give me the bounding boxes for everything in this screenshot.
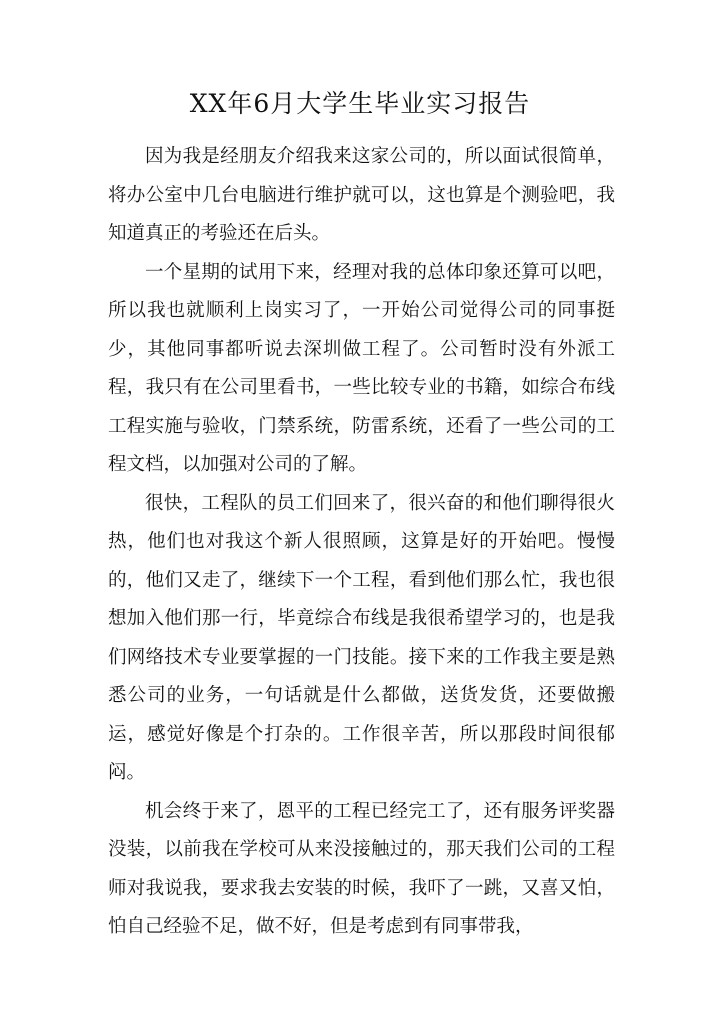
paragraph-2: 一个星期的试用下来，经理对我的总体印象还算可以吧，所以我也就顺利上岗实习了，一开始公司觉得公司的同事挺少，其他同事都听说去深圳做工程了。公司暂时没有外派工程，我只有在公司里看书，一些比较专业的书籍，如综合布线工程实施与验收，门禁系统，防雷系统，还看了一些公司的工程文档，以加强对公司的了解。 — [108, 261, 615, 475]
document-title: XX年6月大学生毕业实习报告 — [189, 89, 531, 118]
document-body — [108, 138, 615, 947]
paragraph-1: 因为我是经朋友介绍我来这家公司的，所以面试很简单，将办公室中几台电脑进行维护就可以，这也算是个测验吧，我知道真正的考验还在后头。 — [108, 146, 615, 244]
paragraph-4: 机会终于来了，恩平的工程已经完工了，还有服务评奖器没装，以前我在学校可从来没接触过的，那天我们公司的工程师对我说我，要求我去安装的时候，我吓了一跳，又喜又怕，怕自己经验不足，做不好，但是考虑到有同事带我， — [108, 800, 615, 937]
paragraph-3: 很快，工程队的员工们回来了，很兴奋的和他们聊得很火热，他们也对我这个新人很照顾，这算是好的开始吧。慢慢的，他们又走了，继续下一个工程，看到他们那么忙，我也很想加入他们那一行，毕竟综合布线是我很希望学习的，也是我们网络技术专业要掌握的一门技能。接下来的工作我主要是熟悉公司的业务，一句话就是什么都做，送货发货，还要做搬运，感觉好像是个打杂的。工作很辛苦，所以那段时间很郁闷。 — [108, 492, 615, 783]
